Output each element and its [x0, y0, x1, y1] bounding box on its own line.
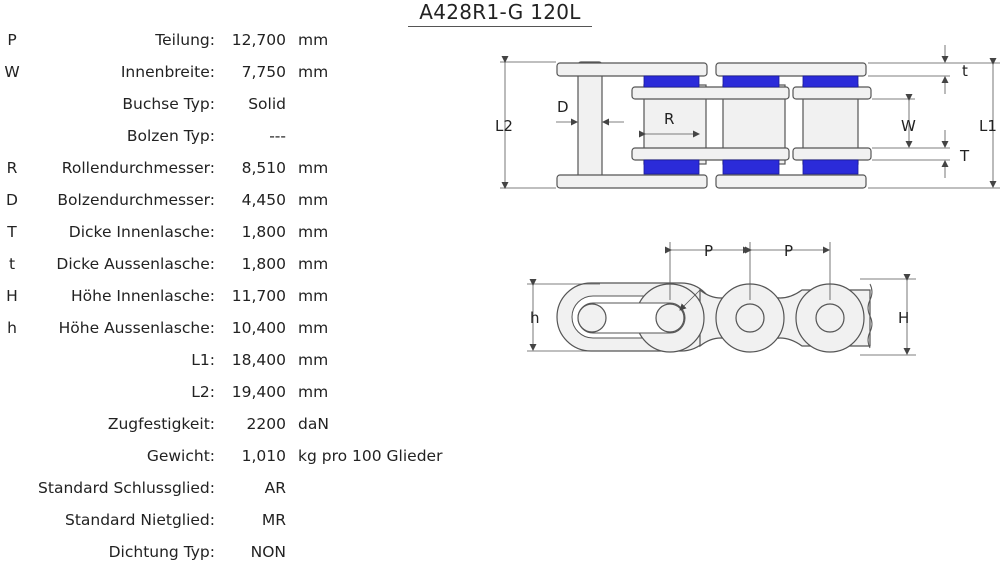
spec-label: Standard Schlussglied:: [38, 479, 215, 497]
chain-side-view: [527, 242, 916, 355]
spec-symbol: W: [4, 63, 20, 81]
spec-label: L1:: [191, 351, 215, 369]
side-pin-3: [736, 304, 764, 332]
inner-plate-top-2: [793, 87, 871, 99]
chain-top-view: [495, 45, 1000, 188]
roller-top-3: [803, 76, 858, 87]
side-pin-1: [578, 304, 606, 332]
inner-plate-top-1: [632, 87, 789, 99]
spec-unit: mm: [298, 63, 329, 81]
spec-unit: mm: [298, 223, 329, 241]
spec-unit: mm: [298, 159, 329, 177]
dim-label-L1: L1: [979, 117, 997, 135]
outer-plate-bottom-2: [716, 175, 866, 188]
spec-value: MR: [261, 511, 286, 529]
spec-label: Teilung:: [155, 31, 215, 49]
outer-plate-bottom-1: [557, 175, 707, 188]
spec-value: NON: [250, 543, 286, 561]
spec-unit: mm: [298, 255, 329, 273]
spec-value: 7,750: [241, 63, 286, 81]
spec-label: Rollendurchmesser:: [61, 159, 215, 177]
spec-label: Dicke Aussenlasche:: [56, 255, 215, 273]
spec-value: ---: [269, 127, 286, 145]
pin-left: [578, 62, 602, 187]
side-pin-2: [656, 304, 684, 332]
spec-label: Gewicht:: [146, 447, 215, 465]
spec-symbol: R: [6, 159, 18, 177]
spec-label: L2:: [191, 383, 215, 401]
dim-label-W: W: [901, 117, 916, 135]
dim-label-D: D: [557, 98, 569, 116]
spec-label: Zugfestigkeit:: [107, 415, 215, 433]
side-pin-4: [816, 304, 844, 332]
outer-plate-top-2: [716, 63, 866, 76]
spec-unit: mm: [298, 287, 329, 305]
spec-value: 2200: [246, 415, 286, 433]
spec-unit: mm: [298, 31, 329, 49]
spec-symbol: T: [7, 223, 17, 241]
spec-value: 1,800: [241, 255, 286, 273]
spec-label: Bolzendurchmesser:: [57, 191, 215, 209]
spec-symbol: P: [7, 31, 17, 49]
spec-value: 12,700: [231, 31, 286, 49]
spec-symbol: h: [7, 319, 17, 337]
dim-label-h: h: [530, 309, 540, 327]
spec-label: Buchse Typ:: [122, 95, 215, 113]
spec-value: 8,510: [241, 159, 286, 177]
spec-label: Höhe Innenlasche:: [71, 287, 215, 305]
spec-label: Höhe Aussenlasche:: [58, 319, 215, 337]
inner-plate-bottom-2: [793, 148, 871, 160]
spec-symbol: D: [6, 191, 18, 209]
inner-plate-bottom-1: [632, 148, 789, 160]
dim-label-T: T: [960, 147, 970, 165]
spec-unit: kg pro 100 Glieder: [298, 447, 443, 465]
outer-plate-top-1: [557, 63, 707, 76]
chain-title: A428R1-G 120L: [408, 0, 592, 27]
spec-unit: daN: [298, 415, 329, 433]
spec-value: AR: [264, 479, 286, 497]
roller-bottom-2: [723, 160, 779, 174]
spec-value: 1,800: [241, 223, 286, 241]
spec-unit: mm: [298, 351, 329, 369]
dim-label-R: R: [664, 110, 675, 128]
spec-label: Innenbreite:: [120, 63, 215, 81]
dim-label-P2: P: [784, 242, 794, 260]
spec-value: 10,400: [231, 319, 286, 337]
roller-bottom-3: [803, 160, 858, 174]
spec-label: Bolzen Typ:: [126, 127, 215, 145]
spec-value: 11,700: [231, 287, 286, 305]
dim-label-P1: P: [704, 242, 714, 260]
spec-value: 4,450: [241, 191, 286, 209]
roller-top-1: [644, 76, 699, 87]
spec-value: Solid: [248, 95, 286, 113]
spec-value: 18,400: [231, 351, 286, 369]
roller-top-2: [723, 76, 779, 87]
spec-label: Dicke Innenlasche:: [68, 223, 215, 241]
dim-label-t: t: [962, 62, 968, 80]
dim-label-H: H: [898, 309, 910, 327]
spec-value: 1,010: [241, 447, 286, 465]
spec-unit: mm: [298, 383, 329, 401]
dim-label-L2: L2: [495, 117, 513, 135]
spec-unit: mm: [298, 191, 329, 209]
roller-bottom-1: [644, 160, 699, 174]
spec-unit: mm: [298, 319, 329, 337]
spec-label: Dichtung Typ:: [108, 543, 215, 561]
spec-label: Standard Nietglied:: [64, 511, 215, 529]
spec-value: 19,400: [231, 383, 286, 401]
spec-symbol: H: [6, 287, 18, 305]
spec-symbol: t: [8, 255, 16, 273]
